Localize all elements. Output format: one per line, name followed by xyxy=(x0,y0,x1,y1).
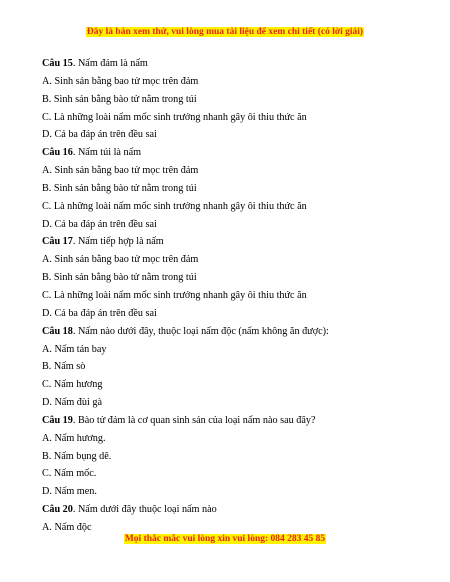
preview-notice-banner xyxy=(0,27,450,37)
answer-option: D. Nấm men. xyxy=(42,486,97,498)
question-number: Câu 18 xyxy=(42,325,73,337)
answer-option: A. Sinh sản bằng bao tử mọc trên đảm xyxy=(42,254,199,266)
answer-option: A. Sinh sản bằng bao tử mọc trên đảm xyxy=(42,165,199,177)
answer-option: A. Sinh sản bằng bao tử mọc trên đảm xyxy=(42,75,199,87)
question-stem xyxy=(42,501,432,519)
answer-option: A. Nấm tán bay xyxy=(42,343,107,355)
question-text: . Nấm tiếp hợp là nấm xyxy=(72,236,164,248)
question-stem xyxy=(42,144,432,162)
contact-footer-banner xyxy=(0,534,450,544)
question-text: . Nấm túi là nấm xyxy=(72,147,142,159)
question-block xyxy=(42,233,432,322)
answer-option: C. Là những loài nấm mốc sinh trưởng nhanh gây ôi thiu thức ăn xyxy=(42,200,307,212)
question-number: Câu 17 xyxy=(42,236,73,248)
question-stem xyxy=(42,412,432,430)
question-block xyxy=(42,144,432,233)
question-number: Câu 15 xyxy=(42,58,73,69)
contact-footer-text: Mọi thắc mắc vui lòng xin vui lòng: 084 283 45 85 xyxy=(124,534,326,544)
question-text: . Nấm nào dưới đây, thuộc loại nấm độc (nấm không ăn được): xyxy=(72,325,329,337)
answer-option: C. Nấm mốc. xyxy=(42,468,97,480)
preview-notice-text: Đây là bản xem thử, vui lòng mua tài liệu để xem chi tiết (có lời giải) xyxy=(86,27,364,37)
question-list xyxy=(42,55,432,537)
answer-option: D. Nấm đùi gà xyxy=(42,397,102,409)
question-stem xyxy=(42,233,432,251)
question-number: Câu 16 xyxy=(42,147,73,159)
answer-option: B. Nấm bụng dê. xyxy=(42,450,112,462)
question-stem xyxy=(42,55,432,73)
question-stem xyxy=(42,323,432,341)
answer-option: C. Nấm hương xyxy=(42,379,103,391)
answer-option: A. Nấm độc xyxy=(42,521,92,533)
answer-option: D. Cả ba đáp án trên đều sai xyxy=(42,129,157,141)
question-block xyxy=(42,323,432,412)
question-block xyxy=(42,501,432,537)
question-block xyxy=(42,412,432,501)
question-number: Câu 20 xyxy=(42,504,73,516)
question-number: Câu 19 xyxy=(42,414,73,426)
question-block xyxy=(42,55,432,144)
answer-option: D. Cả ba đáp án trên đều sai xyxy=(42,218,157,230)
answer-option: C. Là những loài nấm mốc sinh trưởng nhanh gây ôi thiu thức ăn xyxy=(42,289,307,301)
answer-option: A. Nấm hương. xyxy=(42,432,106,444)
question-text: . Nấm đảm là nấm xyxy=(72,58,148,69)
answer-option: B. Nấm sò xyxy=(42,361,86,373)
answer-option: D. Cả ba đáp án trên đều sai xyxy=(42,307,157,319)
question-text: . Bào tử đảm là cơ quan sinh sản của loại nấm nào sau đây? xyxy=(72,414,316,426)
answer-option: C. Là những loài nấm mốc sinh trưởng nhanh gây ôi thiu thức ăn xyxy=(42,111,307,123)
answer-option: B. Sinh sản bằng bào tử nằm trong túi xyxy=(42,182,197,194)
question-text: . Nấm dưới đây thuộc loại nấm nào xyxy=(72,504,217,516)
answer-option: B. Sinh sản bằng bào tử nằm trong túi xyxy=(42,272,197,284)
answer-option: B. Sinh sản bằng bào tử nằm trong túi xyxy=(42,93,197,105)
